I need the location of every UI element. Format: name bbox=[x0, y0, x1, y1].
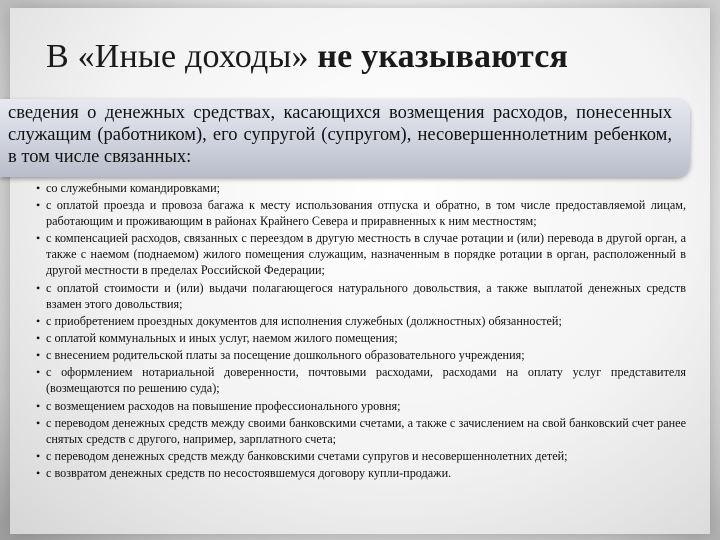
bullet-icon: • bbox=[36, 365, 41, 380]
list-item bbox=[36, 465, 686, 481]
title-bold-part: не указываются bbox=[317, 38, 569, 75]
list-item bbox=[36, 313, 686, 329]
list-item-text: с компенсацией расходов, связанных с переездом в другую местность в случае ротации и (или) перевода в другой орган, а также с наемом (поднаемом) жилого помещения служащим, назначенным в порядке ротации в орган, расположенный в другой местности в пределах Российской Федерации; bbox=[46, 231, 686, 278]
list-item bbox=[36, 280, 686, 312]
title-normal-part: В «Иные доходы» bbox=[46, 38, 309, 75]
list-item bbox=[36, 330, 686, 346]
list-item-text: с оплатой проезда и провоза багажа к месту использования отпуска и обратно, в том числе предоставляемой лицам, работающим и проживающим в районах Крайнего Севера и приравненных к ним местностям; bbox=[46, 198, 686, 229]
list-item bbox=[36, 347, 686, 363]
list-item bbox=[36, 364, 686, 396]
bullet-icon: • bbox=[36, 415, 41, 430]
list-item-text: с оформлением нотариальной доверенности, почтовыми расходами, расходами на оплату услуг представителя (возмещаются по решению суда); bbox=[46, 365, 686, 396]
bullet-icon: • bbox=[36, 231, 41, 246]
list-item-text: с оплатой стоимости и (или) выдачи полагающегося натурального довольствия, а также выплатой денежных средств взамен этого довольствия; bbox=[46, 280, 686, 311]
bullet-icon: • bbox=[36, 398, 41, 413]
list-item-text: с возвратом денежных средств по несостоявшемуся договору купли-продажи. bbox=[46, 466, 452, 481]
list-item bbox=[36, 415, 686, 447]
list-item-text: с переводом денежных средств между банковскими счетами супругов и несовершеннолетних детей; bbox=[46, 448, 568, 463]
list-item-text: со служебными командировками; bbox=[46, 181, 220, 195]
subtitle-banner-text: сведения о денежных средствах, касающихся возмещения расходов, понесенных служащим (работником), его супругой (супругом), несовершеннолетним ребенком, в том числе связанных: bbox=[8, 103, 672, 167]
list-item bbox=[36, 230, 686, 278]
bullet-list bbox=[36, 180, 686, 482]
list-item bbox=[36, 197, 686, 229]
list-item-text: с внесением родительской платы за посещение дошкольного образовательного учреждения; bbox=[46, 348, 525, 363]
bullet-icon: • bbox=[36, 330, 41, 345]
bullet-icon: • bbox=[36, 280, 41, 295]
list-item-text: с переводом денежных средств между своими банковскими счетами, а также с зачислением на свой банковский счет ранее снятых средств с другого, например, зарплатного счета; bbox=[46, 415, 686, 446]
bullet-icon: • bbox=[36, 198, 41, 213]
bullet-icon: • bbox=[36, 466, 41, 481]
list-item bbox=[36, 448, 686, 464]
bullet-icon: • bbox=[36, 313, 41, 328]
list-item bbox=[36, 398, 686, 414]
list-item-text: с возмещением расходов на повышение профессионального уровня; bbox=[46, 398, 401, 413]
bullet-icon: • bbox=[36, 348, 41, 363]
list-item-text: с оплатой коммунальных и иных услуг, наемом жилого помещения; bbox=[46, 330, 398, 345]
list-item-text: с приобретением проездных документов для исполнения служебных (должностных) обязанностей; bbox=[46, 313, 562, 328]
list-item bbox=[36, 180, 686, 196]
bullet-icon: • bbox=[36, 448, 41, 463]
slide-title bbox=[46, 34, 696, 80]
bullet-icon: • bbox=[36, 181, 41, 195]
